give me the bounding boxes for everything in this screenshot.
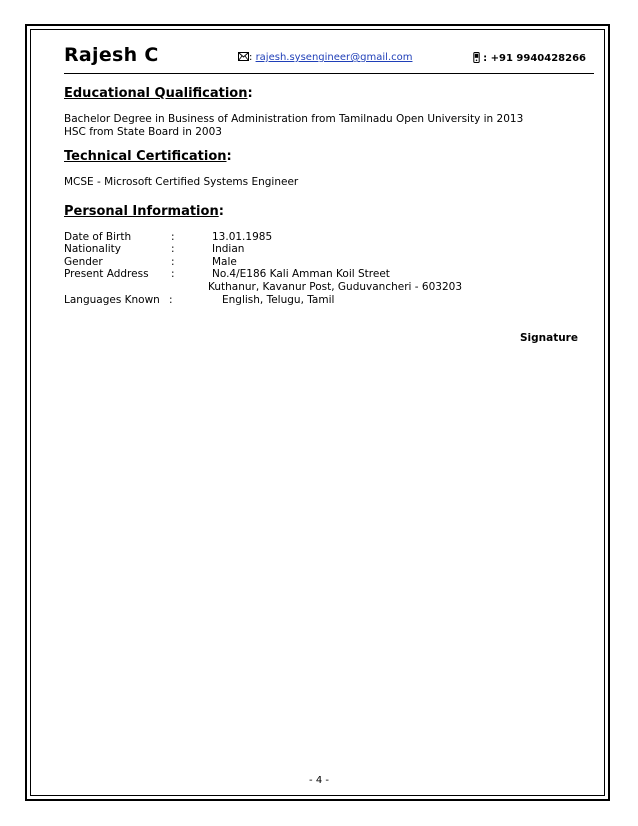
phone-icon — [473, 52, 480, 66]
email-contact — [238, 52, 412, 64]
info-label: Present Address — [64, 268, 149, 280]
info-row-nationality — [64, 243, 524, 256]
info-colon: : — [169, 294, 173, 306]
page-number: - 4 - — [309, 775, 329, 786]
signature-label: Signature — [519, 332, 578, 344]
info-value: Indian — [212, 243, 245, 255]
info-label: Languages Known — [64, 294, 160, 306]
phone-number: : +91 9940428266 — [483, 53, 586, 64]
info-colon: : — [171, 256, 175, 268]
education-line: Bachelor Degree in Business of Administration from Tamilnadu Open University in 2013 — [64, 113, 524, 125]
phone-contact — [473, 52, 586, 66]
education-title: Educational Qualification — [64, 86, 248, 101]
mail-icon — [238, 52, 249, 64]
info-row-address — [64, 268, 524, 281]
candidate-name: Rajesh C — [64, 44, 159, 66]
info-value: English, Telugu, Tamil — [222, 294, 335, 306]
info-colon: : — [171, 268, 175, 280]
page-border-inner — [30, 29, 605, 796]
info-row-address-cont — [64, 281, 524, 294]
education-heading: Educational Qualification: — [64, 86, 253, 101]
certification-line: MCSE - Microsoft Certified Systems Engineer — [64, 176, 299, 188]
personal-title: Personal Information — [64, 204, 219, 219]
email-link[interactable]: rajesh.sysengineer@gmail.com — [255, 52, 413, 63]
info-value: Kuthanur, Kavanur Post, Guduvancheri - 603203 — [208, 281, 462, 293]
info-value: 13.01.1985 — [212, 231, 273, 243]
info-value: Male — [212, 256, 237, 268]
header-divider — [64, 73, 594, 74]
certification-title: Technical Certification — [64, 149, 227, 164]
info-label: Gender — [64, 256, 103, 268]
info-label: Nationality — [64, 243, 122, 255]
header — [64, 44, 586, 70]
info-label: Date of Birth — [64, 231, 132, 243]
info-colon: : — [171, 231, 175, 243]
info-row-languages — [64, 294, 524, 307]
education-line: HSC from State Board in 2003 — [64, 126, 222, 138]
email-prefix: : — [249, 52, 256, 63]
certification-heading: Technical Certification: — [64, 149, 232, 164]
info-colon: : — [171, 243, 175, 255]
info-value: No.4/E186 Kali Amman Koil Street — [212, 268, 390, 280]
personal-heading: Personal Information: — [64, 204, 224, 219]
